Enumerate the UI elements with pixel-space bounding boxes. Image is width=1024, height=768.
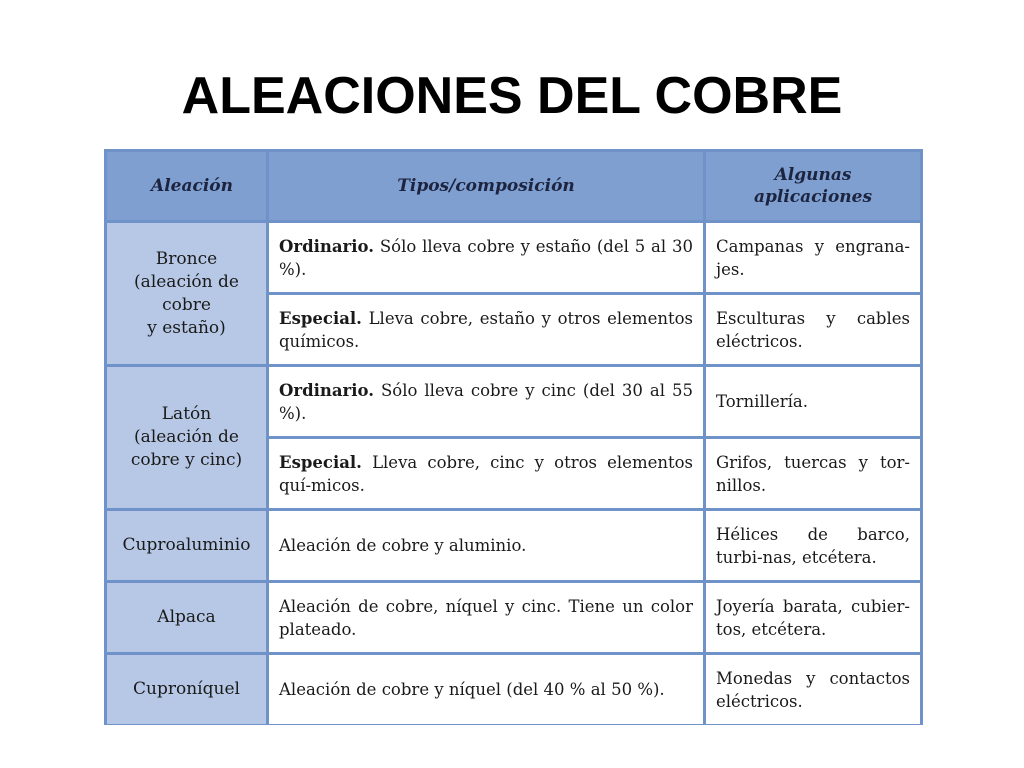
alloy-name-laton <box>107 367 266 508</box>
composition-cell <box>269 223 703 292</box>
header-alloy: Aleación <box>107 152 266 220</box>
alloy-name-cuproaluminio <box>107 511 266 580</box>
composition-type: Especial. <box>279 308 362 328</box>
applications-cell: Monedas y contactos eléctricos. <box>706 655 920 724</box>
applications-cell: Joyería barata, cubier-tos, etcétera. <box>706 583 920 652</box>
alloy-line: (aleación de <box>134 271 239 292</box>
header-applications-line2: aplicaciones <box>753 187 873 207</box>
composition-cell <box>269 439 703 508</box>
table-row <box>107 367 920 436</box>
alloy-line: cobre y cinc) <box>130 450 243 470</box>
composition-cell <box>269 367 703 436</box>
alloy-line: (aleación de <box>134 427 239 447</box>
table-row <box>107 655 920 724</box>
composition-type: Ordinario. <box>279 236 374 256</box>
alloy-name-alpaca <box>107 583 266 652</box>
composition-cell: Aleación de cobre y aluminio. <box>269 511 703 580</box>
composition-text: Sólo lleva cobre y estaño (del 5 al 30 %). <box>279 236 693 279</box>
applications-cell: Campanas y engrana-jes. <box>706 223 920 292</box>
composition-text: Sólo lleva cobre y cinc (del 30 al 55 %). <box>279 380 693 423</box>
composition-text: Lleva cobre, estaño y otros elementos químicos. <box>279 308 694 351</box>
alloy-line: Latón <box>161 404 212 424</box>
alloy-name-cuproniquel <box>107 655 266 724</box>
composition-text: Lleva cobre, cinc y otros elementos quí-micos. <box>279 452 694 495</box>
composition-cell: Aleación de cobre y níquel (del 40 % al 50 %). <box>269 655 703 724</box>
composition-type: Ordinario. <box>279 380 374 400</box>
applications-cell: Grifos, tuercas y tor-nillos. <box>706 439 920 508</box>
header-composition: Tipos/composición <box>269 152 703 220</box>
alloy-line: Bronce <box>155 248 218 269</box>
alloy-line: cobre <box>162 294 211 315</box>
header-applications <box>706 152 920 220</box>
alloys-table-container <box>104 149 923 725</box>
composition-cell <box>269 295 703 364</box>
table-row <box>107 223 920 292</box>
table-header-row <box>107 152 920 220</box>
composition-cell: Aleación de cobre, níquel y cinc. Tiene un color plateado. <box>269 583 703 652</box>
alloy-name-bronce <box>107 223 266 364</box>
alloys-table <box>104 149 923 727</box>
table-row <box>107 583 920 652</box>
alloy-line: y estaño) <box>147 317 226 338</box>
alloy-line: Cuproaluminio <box>122 535 251 555</box>
table-row <box>107 511 920 580</box>
alloy-line: Alpaca <box>157 607 216 627</box>
applications-cell: Esculturas y cables eléctricos. <box>706 295 920 364</box>
applications-cell: Tornillería. <box>706 367 920 436</box>
slide-title: ALEACIONES DEL COBRE <box>181 67 843 125</box>
alloy-line: Cuproníquel <box>133 679 240 699</box>
composition-type: Especial. <box>279 452 362 472</box>
applications-cell: Hélices de barco, turbi-nas, etcétera. <box>706 511 920 580</box>
header-applications-line1: Algunas <box>774 165 852 185</box>
